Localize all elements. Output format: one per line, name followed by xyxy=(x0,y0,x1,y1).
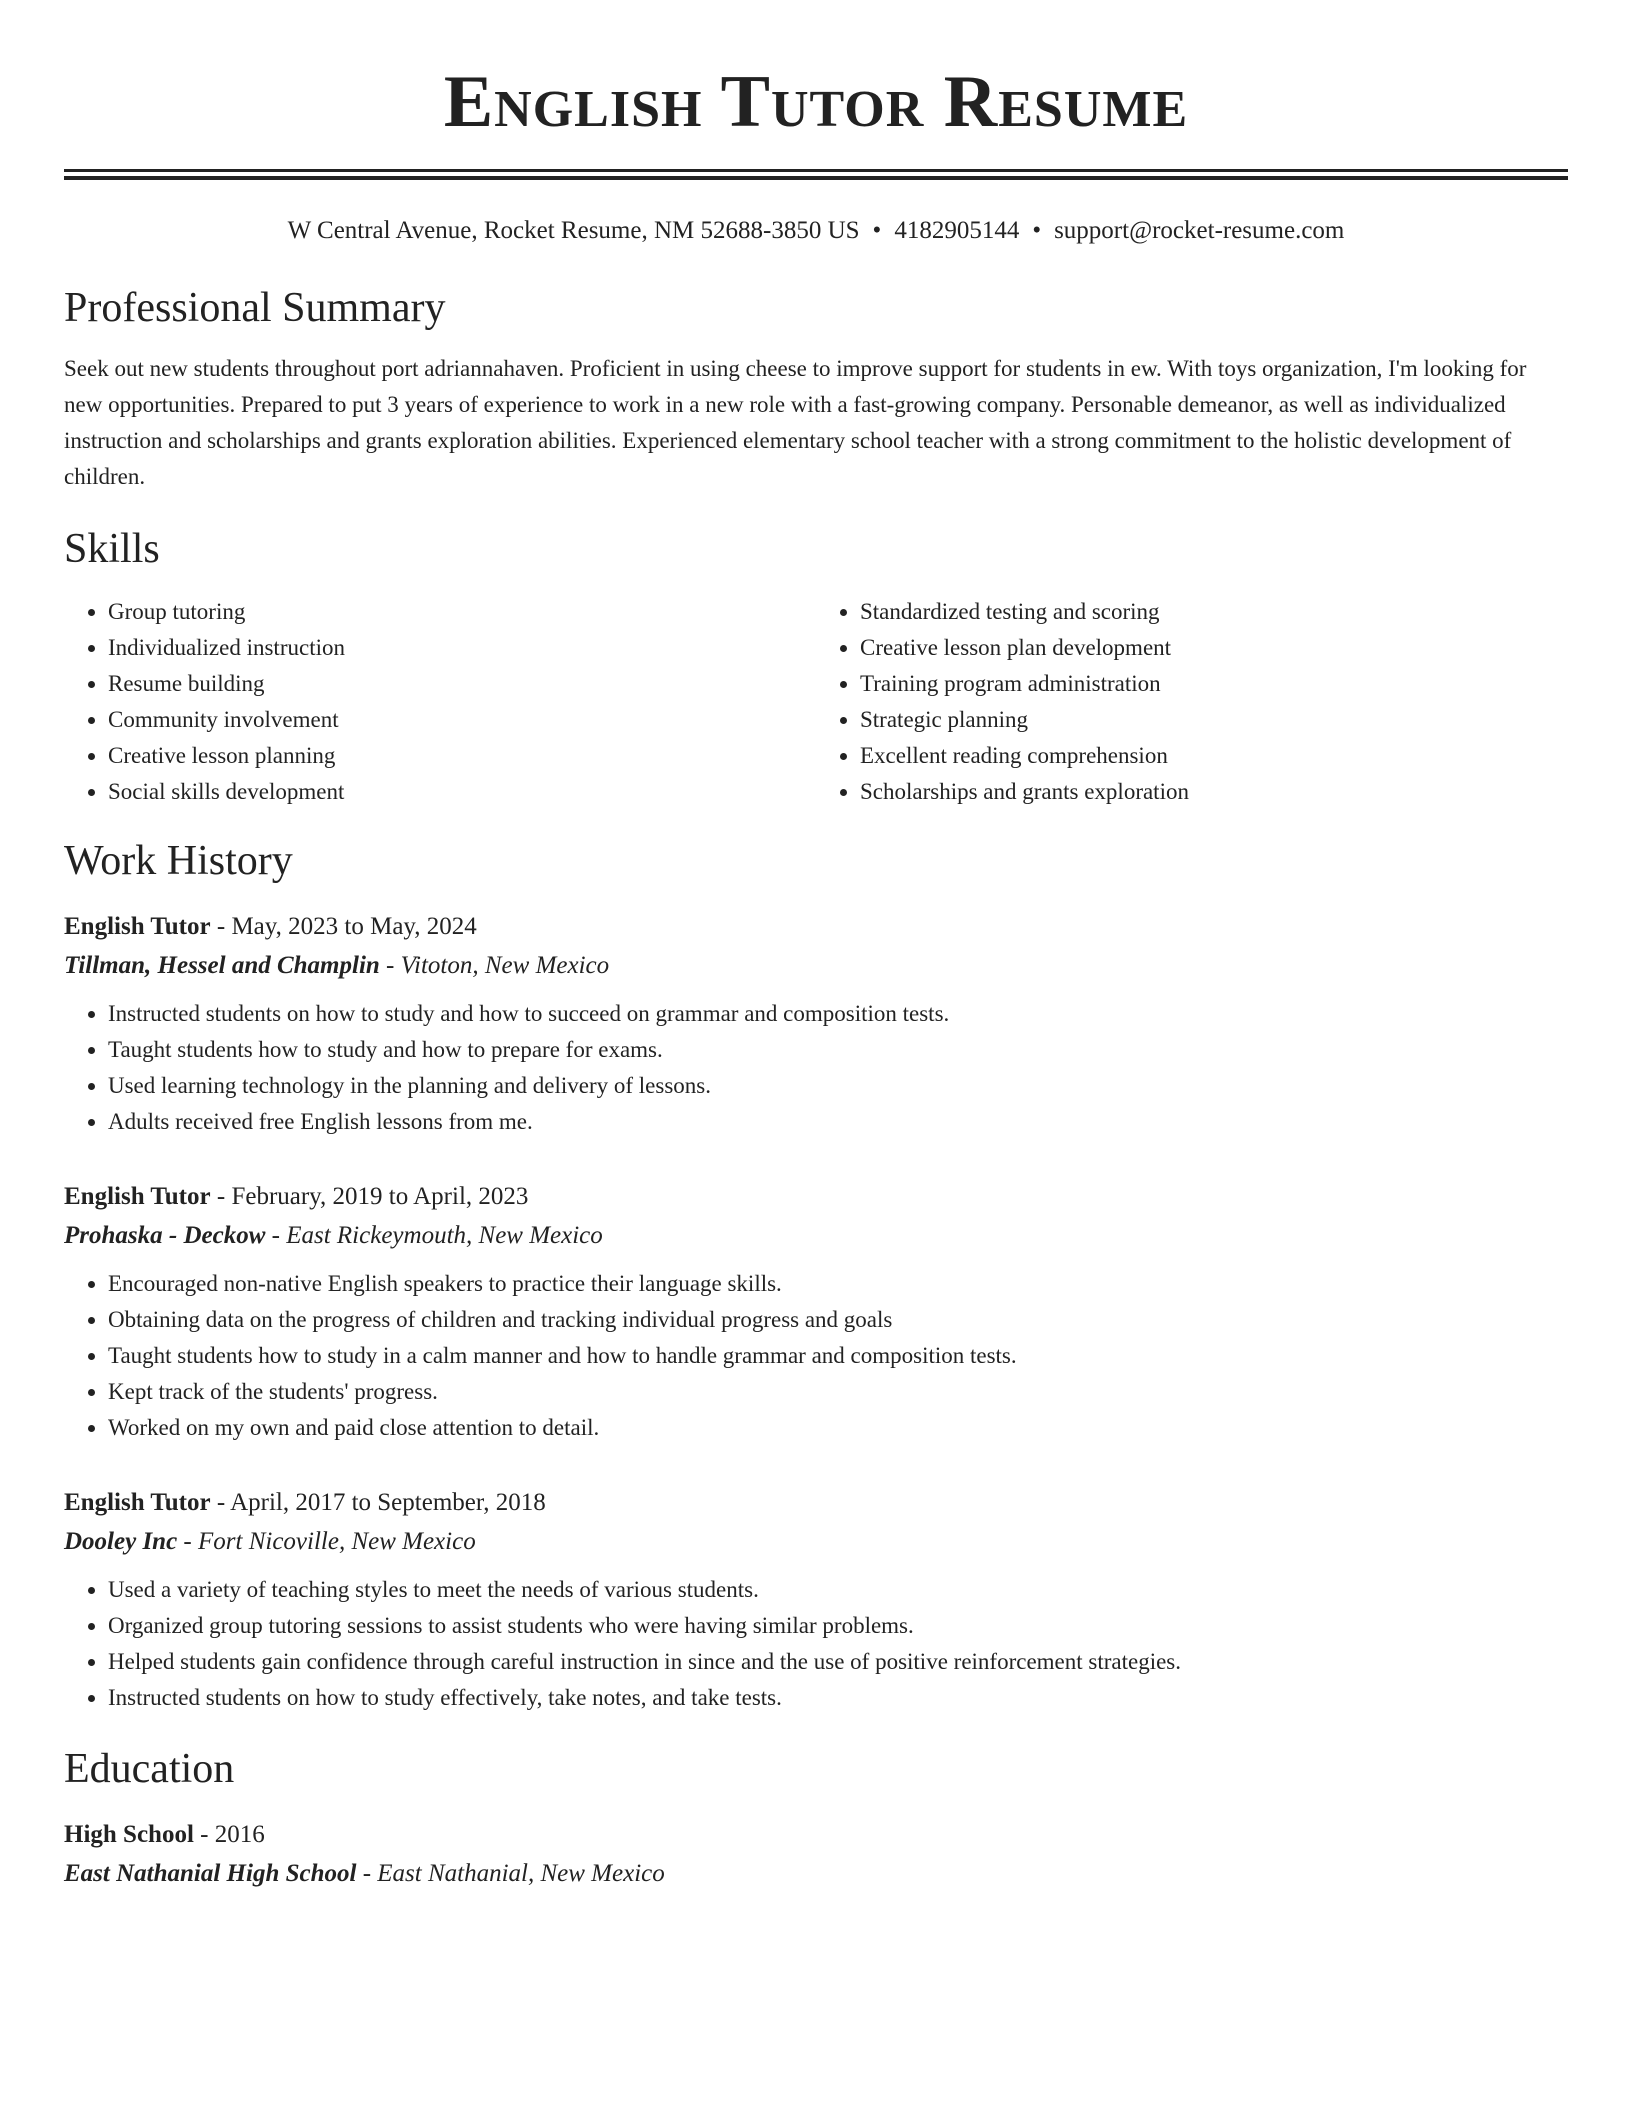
skill-item: • Group tutoring xyxy=(108,594,816,630)
skill-item: • Individualized instruction xyxy=(108,630,816,666)
job-role: English Tutor xyxy=(64,913,211,940)
company-line xyxy=(64,946,1568,986)
job-bullet: • Kept track of the students' progress. xyxy=(108,1374,1568,1410)
job-dates: February, 2019 to April, 2023 xyxy=(231,1183,529,1210)
job-bullet: • Organized group tutoring sessions to assist students who were having similar problems. xyxy=(108,1608,1568,1644)
company-location: East Rickeymouth, New Mexico xyxy=(286,1222,603,1249)
contact-line xyxy=(64,215,1568,247)
contact-address: W Central Avenue, Rocket Resume, NM 52688-3850 US xyxy=(287,217,860,244)
job-entry xyxy=(64,1484,1568,1716)
job-bullet: • Used a variety of teaching styles to meet the needs of various students. xyxy=(108,1572,1568,1608)
company-name: Prohaska - Deckow xyxy=(64,1222,266,1249)
job-bullet: • Instructed students on how to study effectively, take notes, and take tests. xyxy=(108,1680,1568,1716)
page-title: English Tutor Resume xyxy=(443,61,1189,143)
job-dates: May, 2023 to May, 2024 xyxy=(231,913,477,940)
skill-item: • Creative lesson planning xyxy=(108,738,816,774)
skill-item: • Resume building xyxy=(108,666,816,702)
skill-item: • Excellent reading comprehension xyxy=(860,738,1568,774)
dash: - xyxy=(379,952,401,979)
company-name: Dooley Inc xyxy=(64,1528,178,1555)
job-bullet: • Used learning technology in the planning and delivery of lessons. xyxy=(108,1068,1568,1104)
company-location: Vitoton, New Mexico xyxy=(400,952,610,979)
contact-email[interactable]: support@rocket-resume.com xyxy=(1054,217,1345,244)
dash: - xyxy=(265,1222,287,1249)
skills-heading: Skills xyxy=(64,526,160,572)
company-line xyxy=(64,1216,1568,1256)
education-heading: Education xyxy=(64,1746,235,1792)
job-title-line xyxy=(64,1178,1568,1216)
contact-phone: 4182905144 xyxy=(894,217,1020,244)
contact-separator: • xyxy=(1032,217,1042,244)
job-role: English Tutor xyxy=(64,1183,211,1210)
job-entry xyxy=(64,1178,1568,1446)
dash: - xyxy=(210,1489,231,1516)
skill-item: • Training program administration xyxy=(860,666,1568,702)
dash: - xyxy=(210,1183,232,1210)
job-bullets xyxy=(64,1266,1568,1446)
job-bullet: • Instructed students on how to study and how to succeed on grammar and composition tests. xyxy=(108,996,1568,1032)
degree: High School xyxy=(64,1821,194,1848)
skills-list-left xyxy=(64,594,816,810)
job-dates: April, 2017 to September, 2018 xyxy=(230,1489,546,1516)
graduation-year: 2016 xyxy=(214,1821,265,1848)
company-name: Tillman, Hessel and Champlin xyxy=(64,952,380,979)
summary-heading: Professional Summary xyxy=(64,285,446,331)
skill-item: • Social skills development xyxy=(108,774,816,810)
school-name: East Nathanial High School xyxy=(64,1860,357,1887)
school-location: East Nathanial, New Mexico xyxy=(377,1860,665,1887)
job-bullet: • Adults received free English lessons from me. xyxy=(108,1104,1568,1140)
skill-item: • Scholarships and grants exploration xyxy=(860,774,1568,810)
skills-grid xyxy=(64,594,1568,810)
dash: - xyxy=(193,1821,215,1848)
company-location: Fort Nicoville, New Mexico xyxy=(198,1528,476,1555)
dash: - xyxy=(210,913,232,940)
job-role: English Tutor xyxy=(64,1489,211,1516)
job-bullets xyxy=(64,1572,1568,1716)
job-bullet: • Taught students how to study and how to prepare for exams. xyxy=(108,1032,1568,1068)
job-title-line xyxy=(64,1484,1568,1522)
dash: - xyxy=(177,1528,198,1555)
job-bullet: • Obtaining data on the progress of children and tracking individual progress and goals xyxy=(108,1302,1568,1338)
skill-item: • Creative lesson plan development xyxy=(860,630,1568,666)
summary-text: Seek out new students throughout port adriannahaven. Proficient in using cheese to improve support for students in ew. With toys organization, I'm looking for new opportunities. Prepared to put 3 years of experience to work in a new role with a fast-growing company. Personable demeanor, as well as individualized instruction and scholarships and grants exploration abilities. Experienced elementary school teacher with a strong commitment to the holistic development of children. xyxy=(64,356,1527,489)
work-history-heading: Work History xyxy=(64,838,293,884)
skills-list-right xyxy=(816,594,1568,810)
skill-item: • Standardized testing and scoring xyxy=(860,594,1568,630)
school-line xyxy=(64,1854,1568,1894)
job-entry xyxy=(64,908,1568,1140)
company-line xyxy=(64,1522,1568,1562)
education-entry xyxy=(64,1816,1568,1894)
degree-line xyxy=(64,1816,1568,1854)
title-divider xyxy=(64,169,1568,180)
job-bullet: • Helped students gain confidence through careful instruction in since and the use of positive reinforcement strategies. xyxy=(108,1644,1568,1680)
job-bullet: • Encouraged non-native English speakers to practice their language skills. xyxy=(108,1266,1568,1302)
job-bullets xyxy=(64,996,1568,1140)
skill-item: • Strategic planning xyxy=(860,702,1568,738)
contact-separator: • xyxy=(872,217,882,244)
skill-item: • Community involvement xyxy=(108,702,816,738)
job-title-line xyxy=(64,908,1568,946)
job-bullet: • Taught students how to study in a calm manner and how to handle grammar and composition tests. xyxy=(108,1338,1568,1374)
dash: - xyxy=(356,1860,378,1887)
job-bullet: • Worked on my own and paid close attention to detail. xyxy=(108,1410,1568,1446)
